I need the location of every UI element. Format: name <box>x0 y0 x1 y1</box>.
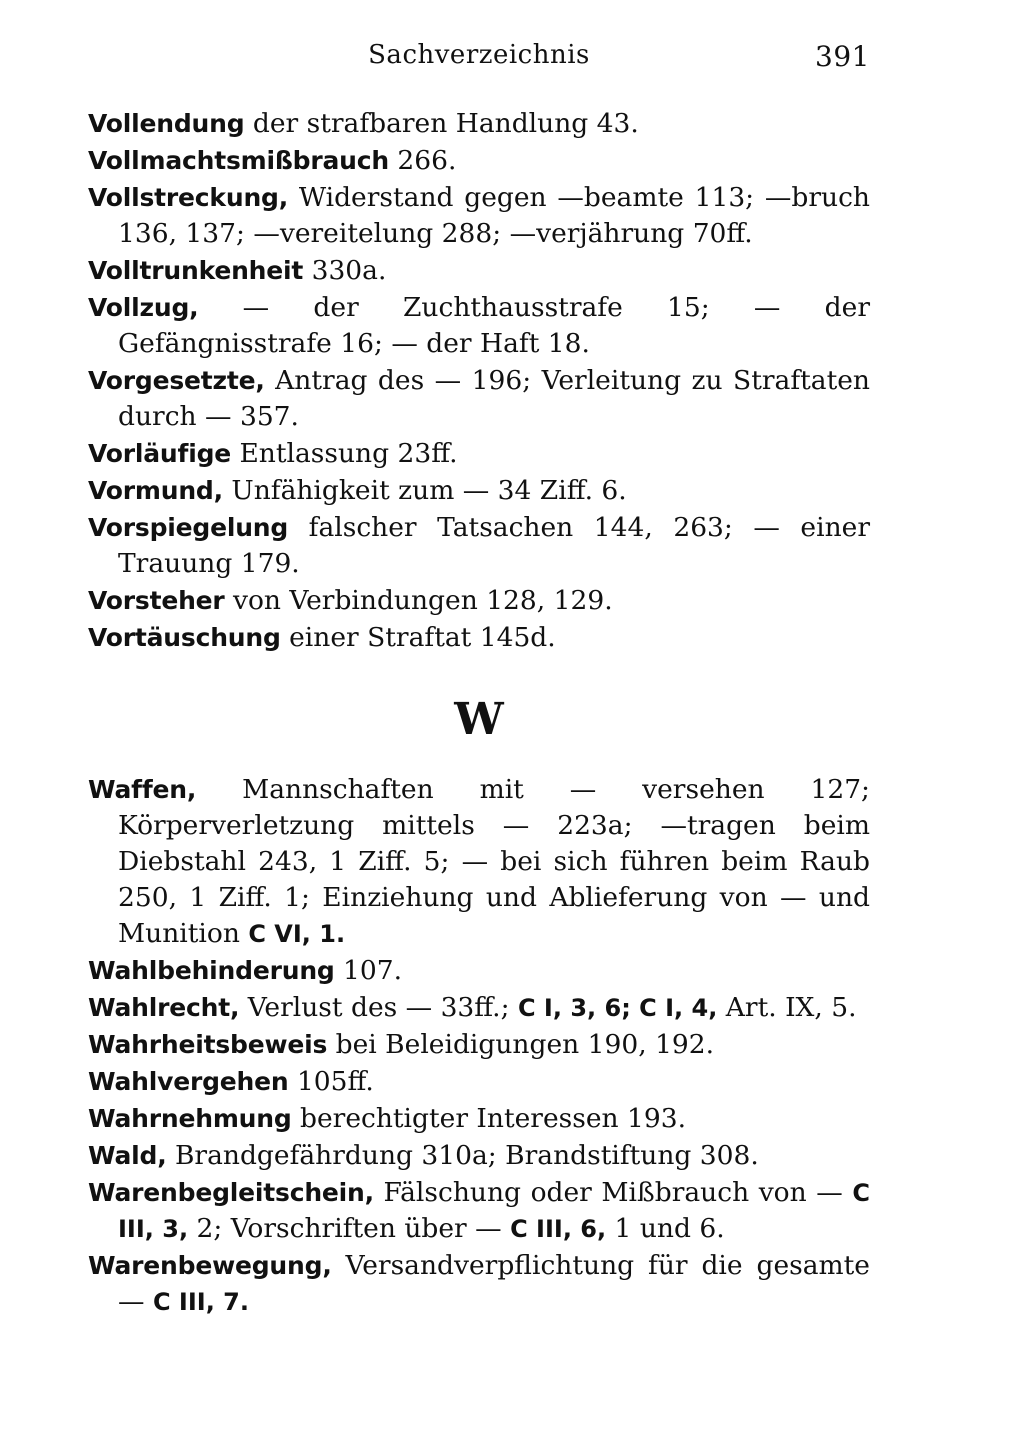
entry-term: Vollstreckung, <box>88 183 289 212</box>
entry-term: Wahlvergehen <box>88 1067 289 1096</box>
index-entry <box>88 990 870 1026</box>
entry-term: Wahrnehmung <box>88 1104 292 1133</box>
index-entry <box>88 583 870 619</box>
entry-text: von Verbindungen 128, 129. <box>224 585 613 616</box>
index-entry <box>88 106 870 142</box>
section-letter-heading: W <box>454 694 504 745</box>
index-section-w <box>88 772 870 1320</box>
entry-text: — der Zuchthausstrafe 15; — der Gefängnisstrafe 16; — der Haft 18. <box>118 292 870 359</box>
index-entry <box>88 180 870 252</box>
entry-term: Vollzug, <box>88 293 199 322</box>
running-head <box>88 40 870 80</box>
index-entry <box>88 436 870 472</box>
entry-term: Wald, <box>88 1141 167 1170</box>
entry-term: Vortäuschung <box>88 623 281 652</box>
entry-term: Wahlrecht, <box>88 993 240 1022</box>
entry-term: Volltrunkenheit <box>88 256 304 285</box>
entry-text: Verlust des — 33ff.; <box>239 992 518 1023</box>
index-entry <box>88 1101 870 1137</box>
entry-text: 330a. <box>303 255 387 286</box>
entry-reference: C VI, 1. <box>248 920 346 948</box>
index-entry <box>88 772 870 952</box>
running-head-title: Sachverzeichnis <box>368 40 590 70</box>
entry-reference: C I, 3, 6; C I, 4, <box>517 994 718 1022</box>
entry-text: berechtigter Interessen 193. <box>291 1103 687 1134</box>
entry-text: bei Beleidigungen 190, 192. <box>327 1029 715 1060</box>
index-entry <box>88 290 870 362</box>
entry-text: Unfähigkeit zum — 34 Ziff. 6. <box>222 475 627 506</box>
index-page <box>88 40 870 1321</box>
entry-term: Vollmachtsmißbrauch <box>88 146 389 175</box>
index-entry <box>88 473 870 509</box>
entry-text: Versandverpflichtung für die gesamte — <box>118 1250 870 1317</box>
entry-term: Vorsteher <box>88 586 225 615</box>
entry-reference: C III, 7. <box>152 1288 249 1316</box>
entry-text: 107. <box>334 955 403 986</box>
entry-text: Art. IX, 5. <box>717 992 857 1023</box>
index-entry <box>88 953 870 989</box>
entry-text: Antrag des — 196; Verleitung zu Straftaten durch — 357. <box>118 365 870 432</box>
entry-reference: C III, 6, <box>510 1215 607 1243</box>
entry-reference: C III, 3, <box>118 1179 870 1243</box>
index-entry <box>88 143 870 179</box>
entry-term: Wahlbehinderung <box>88 956 335 985</box>
index-entry <box>88 1027 870 1063</box>
page-number: 391 <box>815 40 870 73</box>
entry-term: Vorspiegelung <box>88 513 289 542</box>
entry-text: Brandgefährdung 310a; Brandstiftung 308. <box>166 1140 759 1171</box>
entry-text: 2; Vorschriften über — <box>188 1213 511 1244</box>
entry-term: Vollendung <box>88 109 245 138</box>
entry-text: 266. <box>388 145 457 176</box>
entry-term: Vormund, <box>88 476 223 505</box>
entry-text: Entlassung 23ff. <box>231 438 458 469</box>
index-entry <box>88 510 870 582</box>
entry-text: Widerstand gegen —beamte 113; —bruch 136, 137; —vereitelung 288; —verjährung 70ff. <box>118 182 870 249</box>
entry-term: Wahrheitsbeweis <box>88 1030 328 1059</box>
index-section-v <box>88 106 870 656</box>
entry-term: Waffen, <box>88 775 197 804</box>
index-entry <box>88 620 870 656</box>
entry-text: Mannschaften mit — versehen 127; Körperverletzung mittels — 223a; —tragen beim Diebstahl 243, 1 Ziff. 5; — bei sich führen beim Raub 250, 1 Ziff. 1; Einziehung und Ablieferung von — und Munition <box>118 774 870 949</box>
entry-term: Vorläufige <box>88 439 232 468</box>
index-entry <box>88 1248 870 1320</box>
entry-term: Vorgesetzte, <box>88 366 265 395</box>
entry-text: einer Straftat 145d. <box>280 622 556 653</box>
index-entry <box>88 363 870 435</box>
index-entry <box>88 253 870 289</box>
entry-text: 105ff. <box>288 1066 374 1097</box>
index-entry <box>88 1138 870 1174</box>
index-entry <box>88 1064 870 1100</box>
index-entry <box>88 1175 870 1247</box>
entry-text: 1 und 6. <box>606 1213 725 1244</box>
entry-text: der strafbaren Handlung 43. <box>244 108 639 139</box>
entry-text: falscher Tatsachen 144, 263; — einer Trauung 179. <box>118 512 870 579</box>
entry-term: Warenbewegung, <box>88 1251 332 1280</box>
entry-term: Warenbegleitschein, <box>88 1178 374 1207</box>
entry-text: Fälschung oder Mißbrauch von — <box>373 1177 853 1208</box>
